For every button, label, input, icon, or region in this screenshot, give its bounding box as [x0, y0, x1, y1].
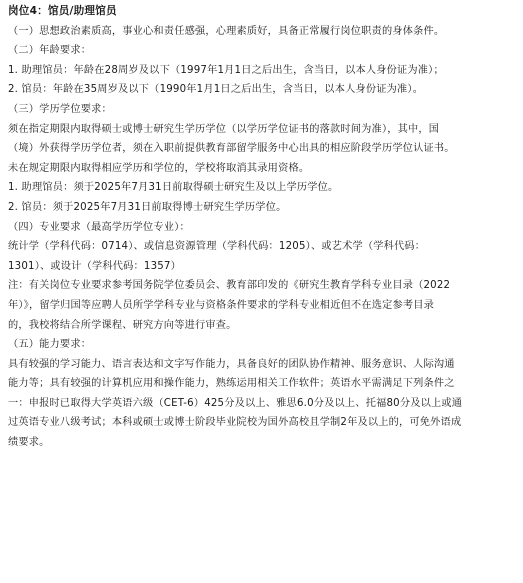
education-assistant-librarian: 1. 助理馆员：须于2025年7月31日前取得硕士研究生及以上学历学位。 [8, 182, 339, 194]
major-note-line-1: 注：有关岗位专业要求参考国务院学位委员会、教育部印发的《研究生教育学科专业目录（2022 [8, 280, 451, 292]
education-paragraph-line-3: 未在规定期限内取得相应学历和学位的，学校将取消其录用资格。 [8, 162, 310, 174]
ability-paragraph-line-2: 能力等；具有较强的计算机应用和操作能力，熟练运用相关工作软件；英语水平需满足下列条件之 [8, 378, 455, 390]
major-list-line-2: 1301）、或设计（学科代码：1357） [8, 260, 182, 272]
major-requirement-heading: （四）专业要求（最高学历学位专业）： [8, 221, 190, 233]
education-librarian: 2. 馆员：须于2025年7月31日前取得博士研究生学历学位。 [8, 201, 287, 213]
ability-requirement-heading: （五）能力要求： [8, 339, 92, 351]
ability-paragraph-line-5: 绩要求。 [8, 437, 50, 449]
major-list-line-1: 统计学（学科代码：0714）、或信息资源管理（学科代码：1205）、或艺术学（学科代码： [8, 241, 426, 253]
education-paragraph-line-1: 须在指定期限内取得硕士或博士研究生学历学位（以学历学位证书的落款时间为准），其中，国 [8, 123, 440, 135]
ability-paragraph-line-3: 一：申报时已取得大学英语六级（CET-6）425分及以上、雅思6.0分及以上、托福80分及以上或通 [8, 397, 463, 409]
education-paragraph-line-2: （境）外获得学历学位者，须在入职前提供教育部留学服务中心出具的相应阶段学历学位认证书。 [8, 143, 455, 155]
age-librarian: 2. 馆员：年龄在35周岁及以下（1990年1月1日之后出生，含当日，以本人身份证为准）。 [8, 84, 424, 96]
major-note-line-2: 年）》，留学归国等应聘人员所学学科专业与资格条件要求的学科专业相近但不在选定参考目录 [8, 299, 435, 311]
major-note-line-3: 的，我校将结合所学课程、研究方向等进行审查。 [8, 319, 237, 331]
age-requirement-heading: （二）年龄要求： [8, 45, 92, 57]
section-title: 岗位4：馆员/助理馆员 [8, 5, 117, 17]
education-requirement-heading: （三）学历学位要求： [8, 103, 112, 115]
ability-paragraph-line-4: 过英语专业八级考试；本科或硕士或博士阶段毕业院校为国外高校且学制2年及以上的，可免外语成 [8, 417, 462, 429]
age-assistant-librarian: 1. 助理馆员：年龄在28周岁及以下（1997年1月1日之后出生，含当日，以本人身份证为准）； [8, 64, 444, 76]
political-quality-requirement: （一）思想政治素质高，事业心和责任感强，心理素质好，具备正常履行岗位职责的身体条件。 [8, 25, 445, 37]
ability-paragraph-line-1: 具有较强的学习能力、语言表达和文字写作能力，具备良好的团队协作精神、服务意识、人际沟通 [8, 358, 455, 370]
